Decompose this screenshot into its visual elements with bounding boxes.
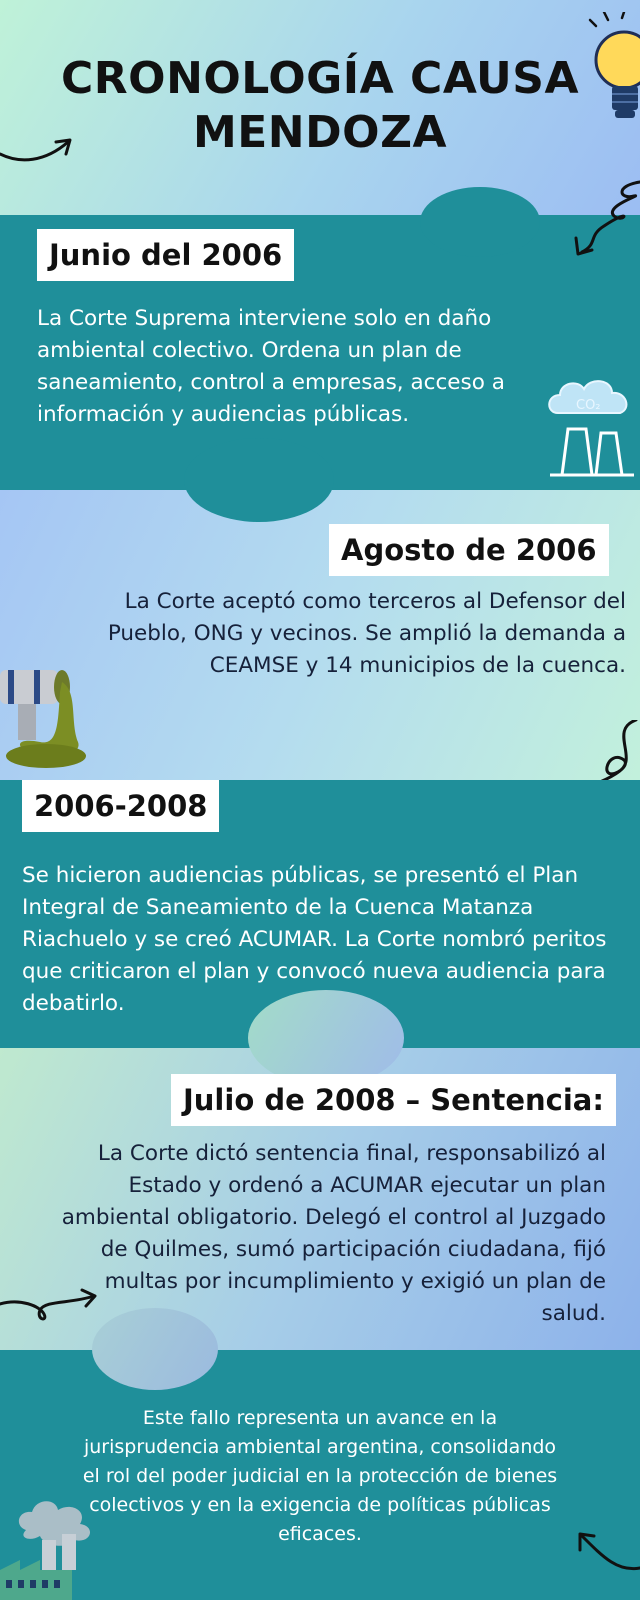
decor-bubble [248,990,404,1086]
conclusion-section [0,1350,640,1600]
date-label: Junio del 2006 [37,229,294,281]
timeline-text: La Corte Suprema interviene solo en daño ambiental colectivo. Ordena un plan de saneamiento, control a empresas, acceso a información y audiencias públicas. [37,306,505,427]
timeline-item-2 [0,490,640,780]
conclusion-text: Este fallo representa un avance en la jurisprudencia ambiental argentina, consolidando el rol del poder judicial en la protección de bienes colectivos y en la exigencia de políticas públicas eficaces. [82,1407,558,1545]
drain-pipe-icon [0,662,110,780]
page-title [0,52,640,160]
decor-bubble [420,187,540,257]
timeline-text: La Corte aceptó como terceros al Defensor del Pueblo, ONG y vecinos. Se amplió la demanda a CEAMSE y 14 municipios de la cuenca. [107,589,626,678]
arrow-doodle-icon [574,1528,640,1574]
decor-bubble [184,438,334,522]
co2-label: CO₂ [576,398,601,413]
arrow-doodle-icon [0,1284,100,1324]
spring-doodle-icon [574,176,640,260]
timeline-item-4 [0,1048,640,1350]
factory-icon [0,1490,110,1600]
date-label: 2006-2008 [22,780,219,832]
date-label: Julio de 2008 – Sentencia: [171,1074,616,1126]
page-title-line1: CRONOLOGÍA CAUSA [61,53,579,104]
decor-bubble [92,1308,218,1390]
timeline-text: Se hicieron audiencias públicas, se presentó el Plan Integral de Saneamiento de la Cuenca Matanza Riachuelo y se creó ACUMAR. La Corte nombró peritos que criticaron el plan y convocó nueva audiencia para debatirlo. [22,863,607,1016]
co2-factory-icon [546,375,636,485]
arrow-doodle-icon [0,132,80,172]
timeline-item-1 [0,215,640,490]
lightbulb-icon [588,12,640,127]
date-label: Agosto de 2006 [329,524,609,576]
header-section [0,0,640,215]
timeline-text: La Corte dictó sentencia final, responsabilizó al Estado y ordenó a ACUMAR ejecutar un plan ambiental obligatorio. Delegó el control al Juzgado de Quilmes, sumó participación ciudadana, fijó multas por incumplimiento y exigió un plan de salud. [61,1141,606,1326]
page-title-line2: MENDOZA [192,107,448,158]
